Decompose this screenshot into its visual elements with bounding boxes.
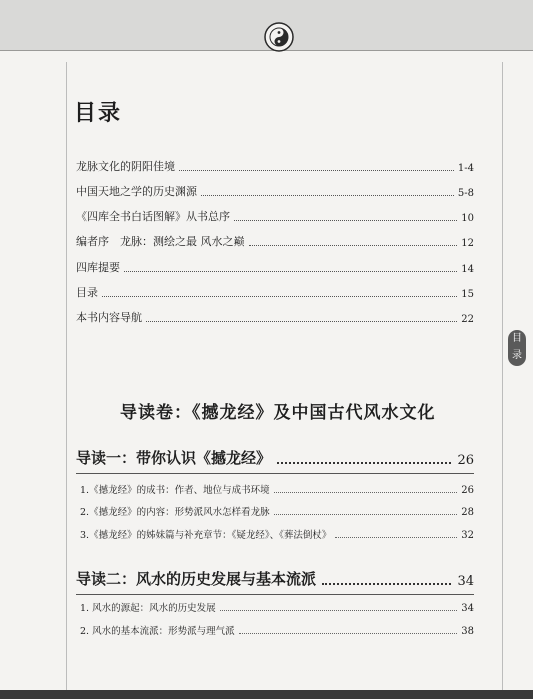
toc-label: 龙脉文化的阴阳佳境 (76, 160, 175, 173)
leader-dots (102, 295, 457, 297)
leader-dots (274, 513, 458, 515)
toc-page: 12 (461, 238, 474, 249)
leader-dots (234, 219, 457, 221)
section-title: 导读卷：《撼龙经》及中国古代风水文化 (120, 403, 436, 423)
toc-page: 15 (461, 289, 474, 300)
chapter-label: 导读二：风水的历史发展与基本流派 (76, 570, 317, 588)
side-tab-label: 目录 (512, 333, 522, 361)
item-page: 32 (461, 530, 474, 541)
leader-dots (335, 536, 457, 538)
toc-row (76, 309, 474, 325)
toc-label: 编者序 龙脉：测绘之最 风水之巅 (76, 235, 245, 248)
side-tab (508, 330, 526, 366)
leader-dots (220, 609, 458, 611)
item-label: 2.《撼龙经》的内容：形势派风水怎样看龙脉 (80, 507, 270, 518)
toc-label: 目录 (76, 286, 98, 299)
chapter-label: 导读一：带你认识《撼龙经》 (76, 449, 272, 467)
toc-row (76, 208, 474, 224)
leader-dots (201, 194, 454, 196)
toc-row (76, 158, 474, 174)
item-label: 1. 风水的源起：风水的历史发展 (80, 603, 216, 614)
chapter-item (80, 623, 474, 637)
taiji-icon (264, 22, 294, 52)
toc-label: 《四库全书白话图解》从书总序 (76, 210, 230, 223)
leader-dots (277, 461, 451, 464)
toc-label: 中国天地之学的历史渊源 (76, 185, 197, 198)
toc-row (76, 259, 474, 275)
toc-row (76, 183, 474, 199)
toc-label: 本书内容导航 (76, 311, 142, 324)
toc-page: 22 (461, 314, 474, 325)
chapter-item (80, 527, 474, 541)
page-frame-right (502, 62, 503, 692)
leader-dots (274, 491, 458, 493)
chapter-item (80, 600, 474, 614)
toc-row (76, 284, 474, 300)
page-frame-left (66, 62, 67, 692)
leader-dots (146, 320, 457, 322)
chapter-rule (76, 473, 474, 474)
item-label: 3.《撼龙经》的姊妹篇与补充章节：《疑龙经》、《葬法倒杖》 (80, 530, 332, 541)
toc-page: 5-8 (457, 188, 474, 199)
toc-page: 10 (461, 213, 474, 224)
leader-dots (322, 582, 451, 585)
toc-page: 1-4 (457, 163, 474, 174)
chapter-heading (76, 569, 474, 589)
chapter-page: 34 (457, 574, 474, 589)
chapter-item (80, 482, 474, 496)
bottom-band (0, 690, 533, 699)
item-page: 28 (461, 507, 474, 518)
item-page: 38 (461, 626, 474, 637)
leader-dots (249, 244, 458, 246)
leader-dots (239, 632, 458, 634)
toc-row (76, 233, 474, 249)
item-label: 1.《撼龙经》的成书：作者、地位与成书环境 (80, 485, 270, 496)
toc-page: 14 (461, 264, 474, 275)
chapter-item (80, 504, 474, 518)
item-page: 34 (461, 603, 474, 614)
item-page: 26 (461, 485, 474, 496)
chapter-heading (76, 448, 474, 468)
leader-dots (124, 270, 457, 272)
leader-dots (179, 169, 454, 171)
item-label: 2. 风水的基本流派：形势派与理气派 (80, 626, 235, 637)
chapter-page: 26 (457, 453, 474, 468)
chapter-rule (76, 594, 474, 595)
toc-label: 四库提要 (76, 261, 120, 274)
page-title: 目录 (74, 100, 123, 126)
